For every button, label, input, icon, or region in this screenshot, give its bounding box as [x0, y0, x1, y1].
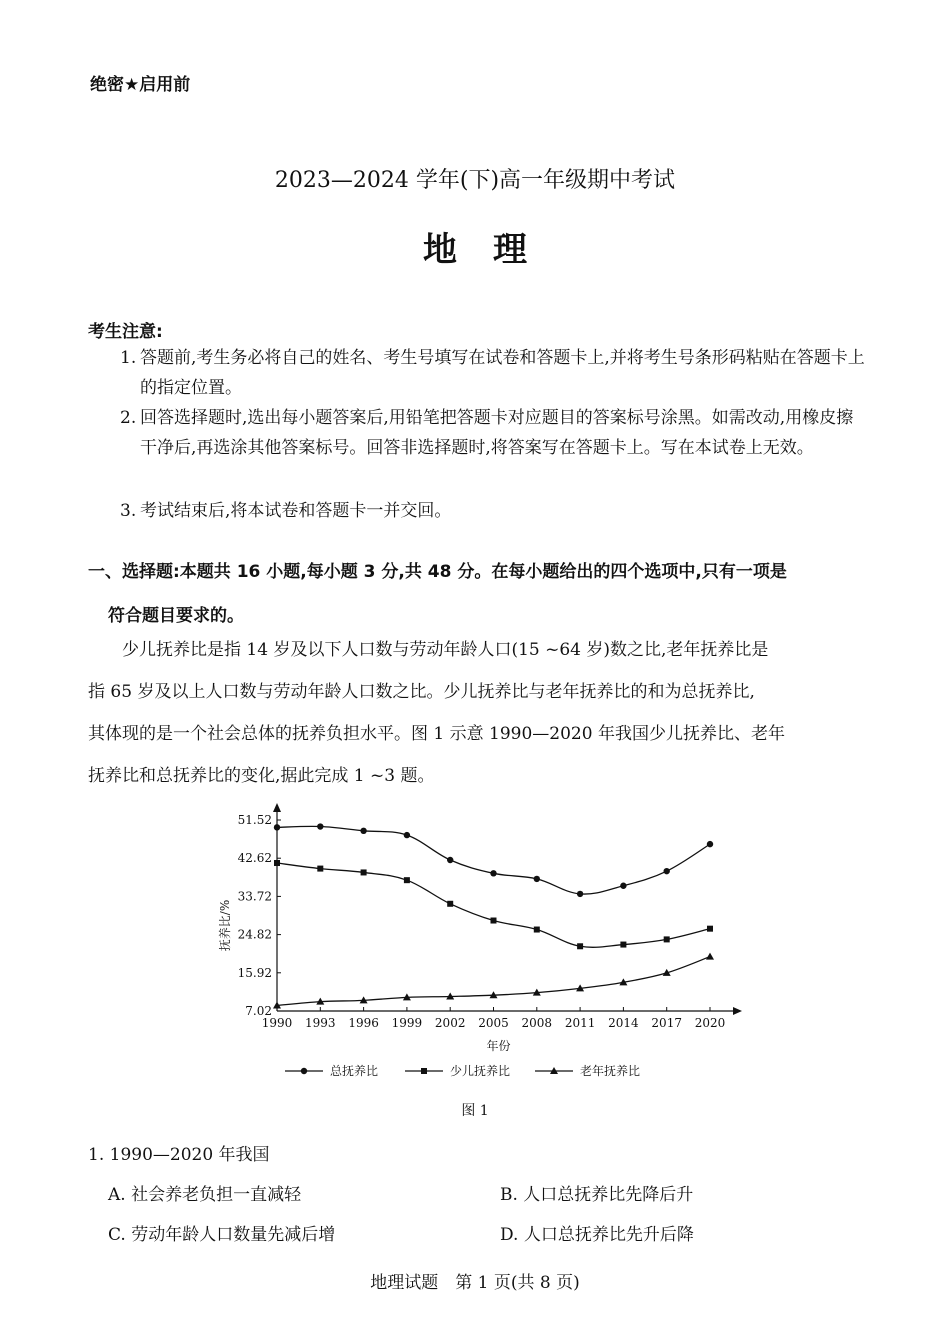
x-tick-label: 1990	[261, 1016, 293, 1030]
section-heading	[88, 550, 878, 638]
data-point-square	[577, 943, 583, 949]
data-point-square	[447, 901, 453, 907]
dependency-ratio-chart	[205, 800, 765, 1100]
data-point-square	[361, 869, 367, 875]
option-c[interactable]: C. 劳动年龄人口数量先减后增	[108, 1225, 336, 1245]
legend-label: 总抚养比	[330, 1064, 379, 1078]
data-point-square	[317, 866, 323, 872]
x-tick-label: 2020	[694, 1016, 726, 1030]
legend-label: 少儿抚养比	[450, 1064, 511, 1078]
chart-legend	[285, 1063, 640, 1078]
x-tick-label: 2002	[434, 1016, 466, 1030]
y-tick-label: 15.92	[237, 965, 272, 980]
data-point-circle	[490, 870, 496, 876]
legend-label: 老年抚养比	[580, 1064, 641, 1078]
notice-item-number: 2.	[120, 408, 137, 428]
data-point-circle	[664, 868, 670, 874]
notice-item-text: 答题前,考生务必将自己的姓名、考生号填写在试卷和答题卡上,并将考生号条形码粘贴在答题卡上的指定位置。	[140, 348, 865, 398]
passage-line-2: 指 65 岁及以上人口数与劳动年龄人口数之比。少儿抚养比与老年抚养比的和为总抚养比,	[88, 682, 755, 702]
data-point-square	[664, 936, 670, 942]
legend-marker-circle	[301, 1068, 307, 1074]
notice-item-text: 考试结束后,将本试卷和答题卡一并交回。	[140, 501, 452, 521]
data-point-circle	[707, 841, 713, 847]
data-point-circle	[577, 891, 583, 897]
legend-marker-square	[421, 1068, 427, 1074]
notice-item-2	[120, 403, 870, 463]
notice-item-number: 3.	[120, 501, 137, 521]
y-tick-label: 51.52	[237, 813, 272, 827]
x-tick-label: 2014	[608, 1016, 639, 1030]
y-tick-label: 42.62	[237, 851, 272, 866]
notice-item-number: 1.	[120, 348, 137, 368]
x-tick-label: 2008	[521, 1016, 553, 1030]
x-tick-label: 1999	[391, 1016, 423, 1030]
notice-heading: 考生注意:	[88, 322, 163, 342]
passage-line-4: 抚养比和总抚养比的变化,据此完成 1 ~3 题。	[88, 766, 435, 786]
data-point-circle	[274, 824, 280, 830]
subject-title: 地理	[423, 230, 563, 270]
chart-axes	[217, 803, 742, 1053]
notice-item-text: 回答选择题时,选出每小题答案后,用铅笔把答题卡对应题目的答案标号涂黑。如需改动,用橡皮擦干净后,再选涂其他答案标号。回答非选择题时,将答案写在答题卡上。写在本试卷上无效。	[140, 408, 854, 458]
passage-line-3: 其体现的是一个社会总体的抚养负担水平。图 1 示意 1990—2020 年我国少儿抚养比、老年	[88, 724, 785, 744]
data-point-triangle	[706, 953, 714, 960]
data-point-square	[707, 926, 713, 932]
data-point-square	[491, 918, 497, 924]
x-tick-label: 2011	[564, 1016, 596, 1030]
data-point-square	[274, 860, 280, 866]
x-tick-label: 2005	[478, 1016, 509, 1030]
passage	[88, 629, 868, 797]
data-point-square	[620, 942, 626, 948]
confidential-label: 绝密★启用前	[90, 75, 191, 95]
x-tick-label: 2017	[651, 1016, 682, 1030]
data-point-circle	[447, 857, 453, 863]
data-point-square	[404, 877, 410, 883]
data-point-circle	[360, 828, 366, 834]
notice-item-1	[120, 343, 870, 403]
figure-caption: 图 1	[461, 1103, 489, 1119]
y-tick-label: 24.82	[237, 927, 272, 942]
x-axis-arrow	[733, 1007, 742, 1015]
option-b[interactable]: B. 人口总抚养比先降后升	[500, 1185, 694, 1205]
y-tick-label: 33.72	[237, 889, 272, 904]
page-footer: 地理试题 第 1 页(共 8 页)	[370, 1273, 580, 1293]
x-tick-label: 1996	[348, 1016, 379, 1030]
passage-line-1: 少儿抚养比是指 14 岁及以下人口数与劳动年龄人口(15 ~64 岁)数之比,老年抚养比是	[122, 640, 769, 660]
option-d[interactable]: D. 人口总抚养比先升后降	[500, 1225, 694, 1245]
data-point-square	[534, 927, 540, 933]
option-a[interactable]: A. 社会养老负担一直减轻	[108, 1185, 302, 1205]
chart-series	[273, 823, 714, 1008]
x-tick-label: 1993	[305, 1016, 336, 1030]
x-axis-label: 年份	[486, 1039, 511, 1053]
exam-title: 2023—2024 学年(下)高一年级期中考试	[274, 168, 676, 193]
data-point-circle	[534, 876, 540, 882]
data-point-circle	[404, 832, 410, 838]
y-axis-arrow	[273, 803, 281, 812]
y-tick-label: 7.02	[245, 1004, 272, 1018]
y-axis-label: 抚养比/%	[218, 899, 232, 952]
series-line-circle	[277, 826, 710, 894]
data-point-circle	[620, 883, 626, 889]
question-1-stem: 1. 1990—2020 年我国	[88, 1145, 270, 1165]
notice-item-3	[120, 496, 870, 526]
section-heading-line-2: 符合题目要求的。	[108, 606, 244, 626]
section-heading-line-1: 一、选择题:本题共 16 小题,每小题 3 分,共 48 分。在每小题给出的四个选项中,只有一项是	[88, 562, 787, 582]
data-point-circle	[317, 823, 323, 829]
